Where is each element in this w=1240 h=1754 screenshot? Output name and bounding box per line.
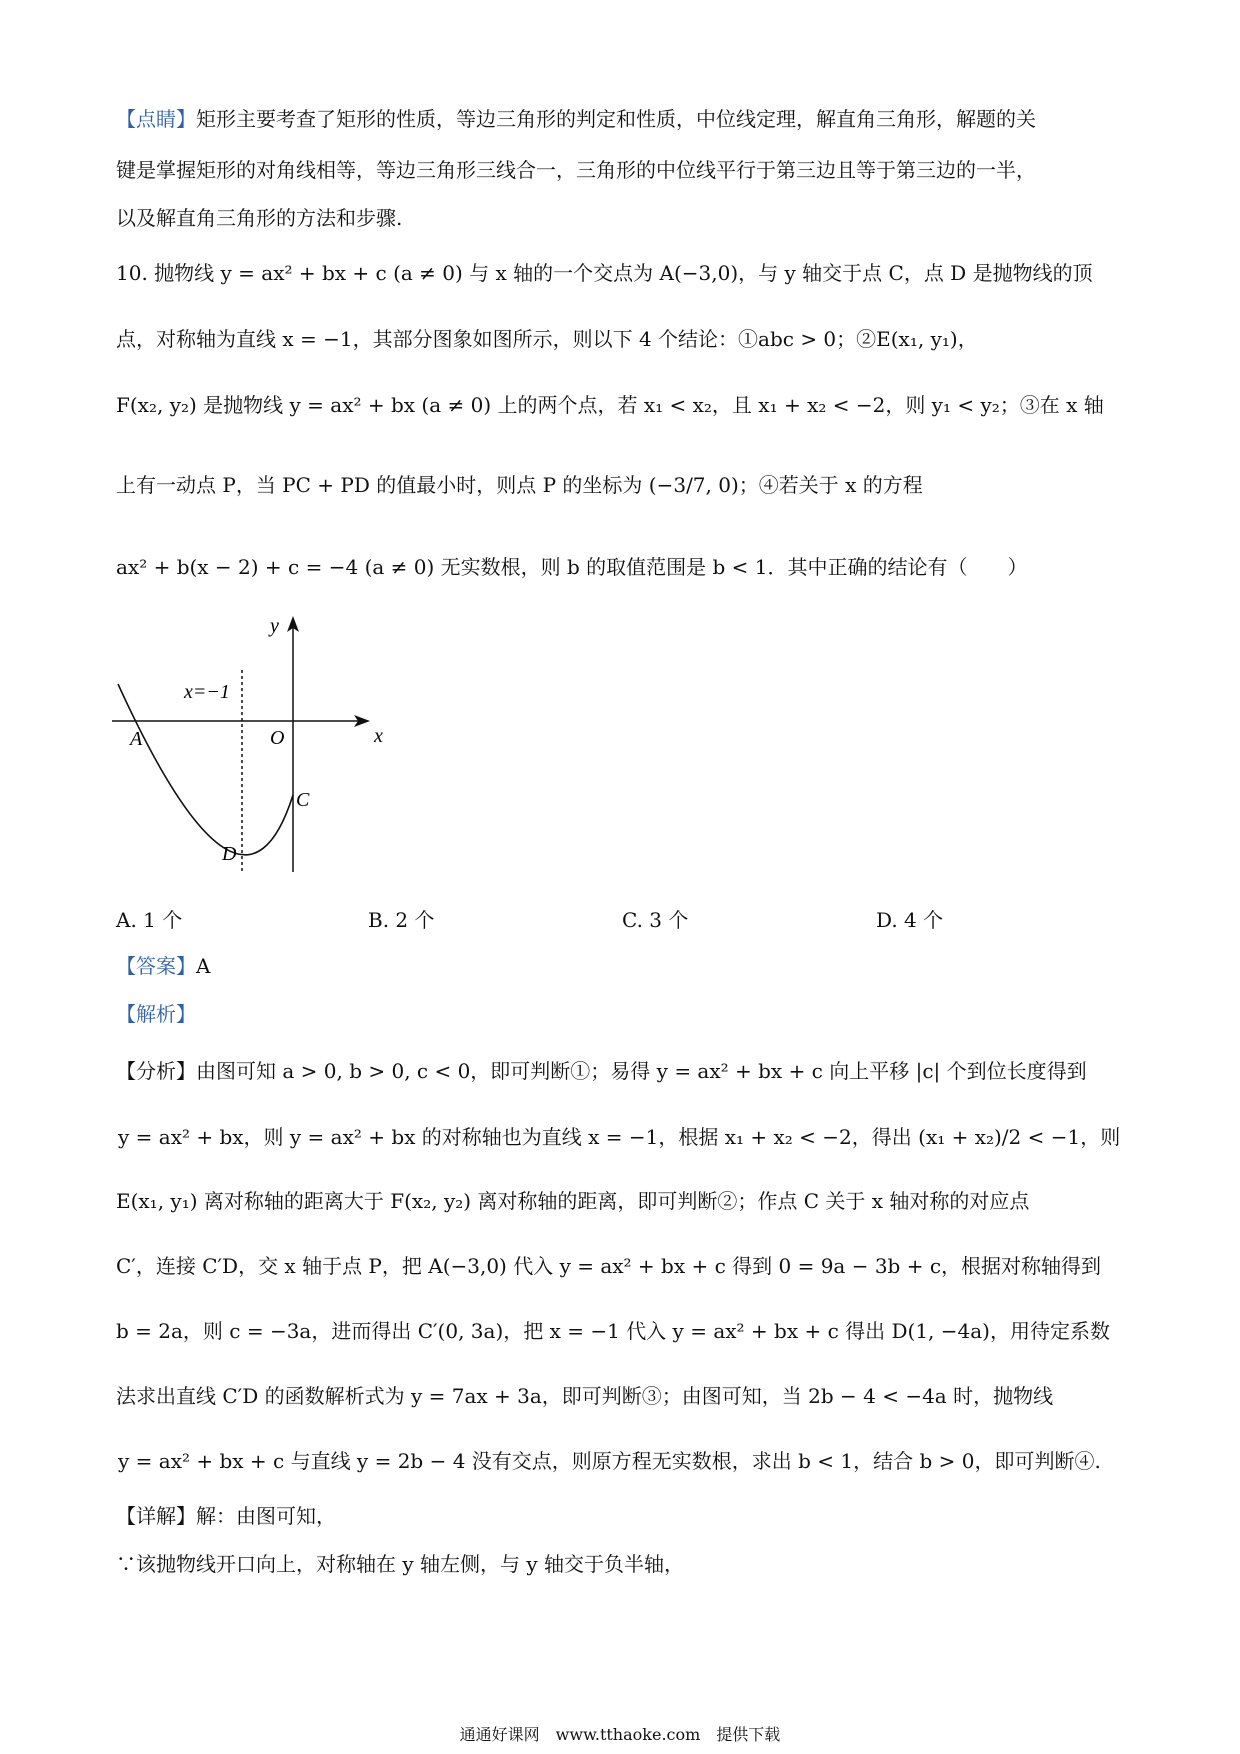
fenxi-line-4: C′，连接 C′D，交 x 轴于点 P，把 A(−3,0) 代入 y = ax² + bx + c 得到 0 = 9a − 3b + c，根据对称轴得到	[116, 1254, 1102, 1278]
answer-line	[116, 953, 210, 979]
x-axis-label: x	[374, 725, 383, 747]
dianjing-line-1	[116, 106, 1036, 132]
xiangjie-text-1: 解：由图可知，	[196, 1504, 336, 1528]
fenxi-text-1: 由图可知 a > 0, b > 0, c < 0，即可判断①；易得 y = ax² + bx + c 向上平移 |c| 个到位长度得到	[196, 1059, 1087, 1083]
symmetry-axis-label: x=−1	[184, 681, 230, 703]
fenxi-line-1	[116, 1058, 1087, 1084]
dianjing-line-2: 键是掌握矩形的对角线相等，等边三角形三线合一，三角形的中位线平行于第三边且等于第三边的一半，	[116, 158, 1036, 182]
page-footer: 通通好课网 www.tthaoke.com 提供下载	[459, 1725, 781, 1744]
fenxi-line-5: b = 2a，则 c = −3a，进而得出 C′(0, 3a)，把 x = −1 代入 y = ax² + bx + c 得出 D(1, −4a)，用待定系数	[116, 1319, 1110, 1343]
fenxi-line-7: y = ax² + bx + c 与直线 y = 2b − 4 没有交点，则原方程无实数根，求出 b < 1，结合 b > 0，即可判断④.	[118, 1449, 1101, 1473]
option-d: D. 4 个	[876, 908, 944, 932]
question-line-2: 点，对称轴为直线 x = −1，其部分图象如图所示，则以下 4 个结论：①abc > 0；②E(x₁, y₁)，	[116, 327, 978, 351]
fenxi-line-2: y = ax² + bx，则 y = ax² + bx 的对称轴也为直线 x = −1，根据 x₁ + x₂ < −2，得出 (x₁ + x₂)/2 < −1，则	[118, 1125, 1121, 1149]
answer-value: A	[196, 954, 211, 978]
answer-label: 【答案】	[116, 954, 196, 978]
xiangjie-label: 【详解】	[116, 1504, 196, 1528]
jiexi-label: 【解析】	[116, 1002, 196, 1026]
point-a-label: A	[130, 728, 143, 750]
dianjing-label: 【点睛】	[116, 107, 196, 131]
option-a: A. 1 个	[116, 908, 183, 932]
y-axis-label: y	[270, 615, 279, 637]
parabola-figure	[100, 610, 420, 880]
option-c: C. 3 个	[622, 908, 689, 932]
xiangjie-line-1	[116, 1503, 336, 1529]
point-d-label: D	[222, 843, 237, 865]
origin-label: O	[270, 727, 285, 749]
question-line-4: 上有一动点 P，当 PC + PD 的值最小时，则点 P 的坐标为 (−3/7, 0)；④若关于 x 的方程	[116, 473, 923, 497]
parabola-curve	[118, 684, 293, 855]
point-c-label: C	[296, 789, 310, 811]
dianjing-line-3: 以及解直角三角形的方法和步骤.	[116, 206, 403, 230]
dianjing-text-1: 矩形主要考查了矩形的性质，等边三角形的判定和性质，中位线定理，解直角三角形，解题的关	[196, 107, 1036, 131]
xiangjie-line-2: ∵该抛物线开口向上，对称轴在 y 轴左侧，与 y 轴交于负半轴，	[116, 1552, 685, 1576]
question-line-1: 10. 抛物线 y = ax² + bx + c (a ≠ 0) 与 x 轴的一个交点为 A(−3,0)，与 y 轴交于点 C，点 D 是抛物线的顶	[116, 261, 1093, 285]
question-line-5: ax² + b(x − 2) + c = −4 (a ≠ 0) 无实数根，则 b 的取值范围是 b < 1．其中正确的结论有（ ）	[116, 555, 1028, 579]
question-line-3: F(x₂, y₂) 是抛物线 y = ax² + bx (a ≠ 0) 上的两个点，若 x₁ < x₂，且 x₁ + x₂ < −2，则 y₁ < y₂；③在 x 轴	[116, 393, 1104, 417]
fenxi-label: 【分析】	[116, 1059, 196, 1083]
fenxi-line-3: E(x₁, y₁) 离对称轴的距离大于 F(x₂, y₂) 离对称轴的距离，即可判断②；作点 C 关于 x 轴对称的对应点	[116, 1189, 1030, 1213]
option-b: B. 2 个	[368, 908, 435, 932]
fenxi-line-6: 法求出直线 C′D 的函数解析式为 y = 7ax + 3a，即可判断③；由图可知，当 2b − 4 < −4a 时，抛物线	[116, 1384, 1054, 1408]
